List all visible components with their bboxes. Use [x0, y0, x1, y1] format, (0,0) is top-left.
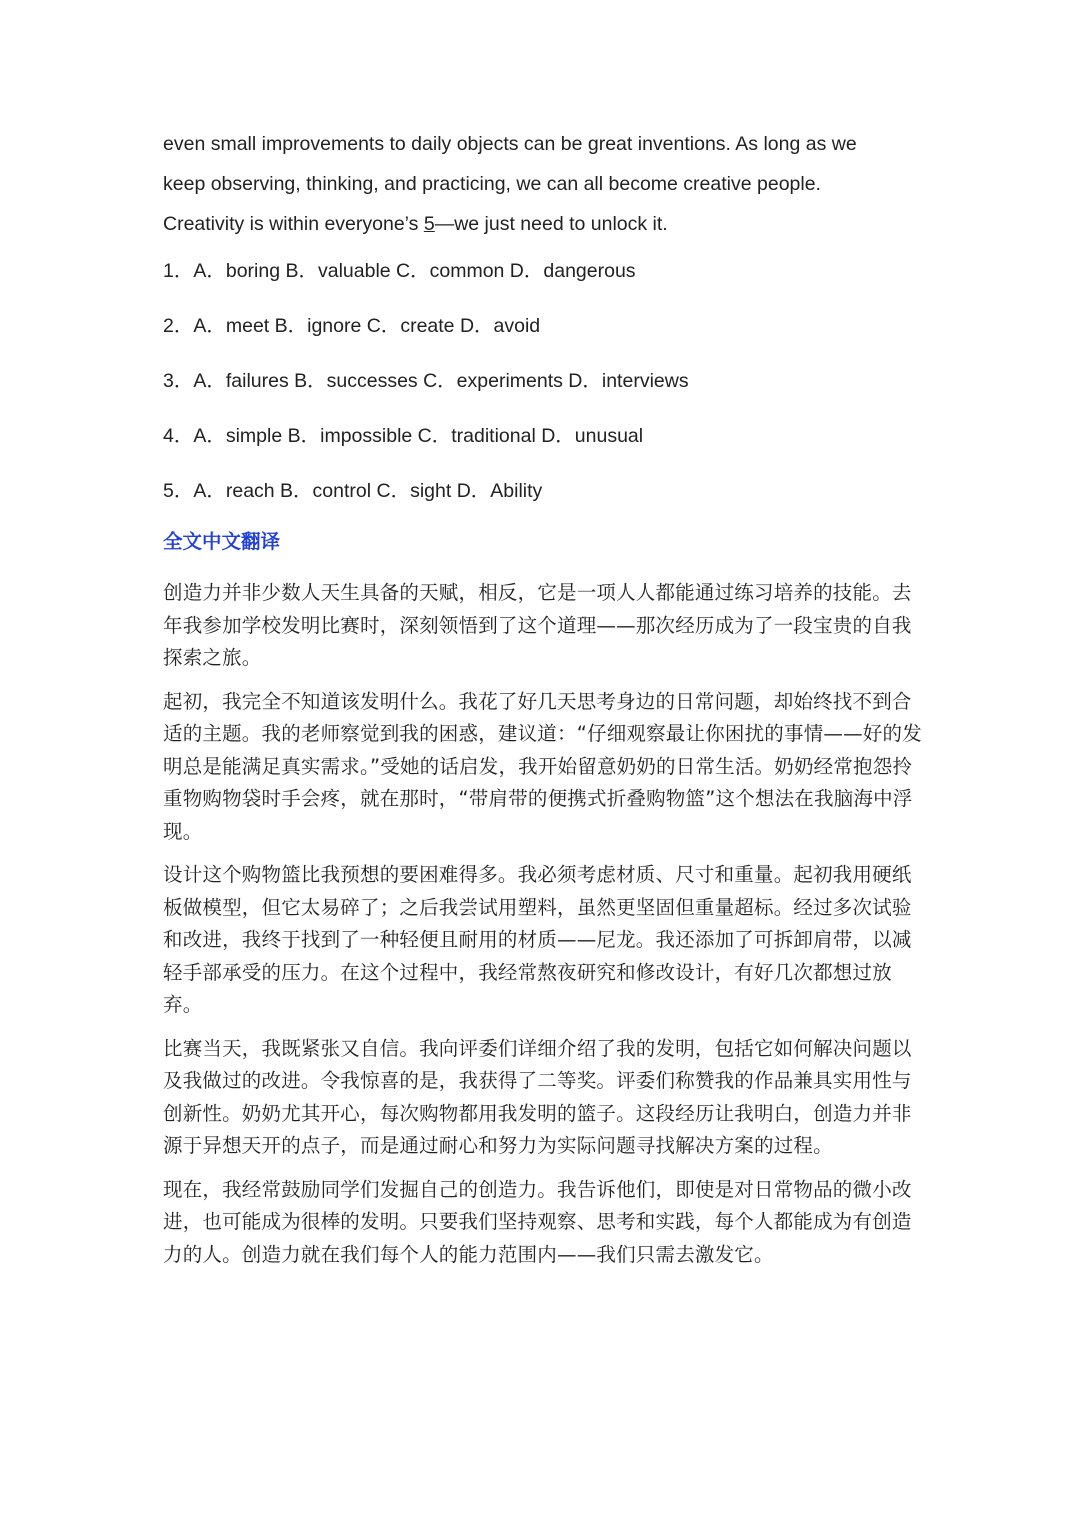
- translation-paragraph-1: 创造力并非少数人天生具备的天赋，相反，它是一项人人都能通过练习培养的技能。去年我参加学校发明比赛时，深刻领悟到了这个道理——那次经历成为了一段宝贵的自我探索之旅。: [163, 581, 912, 669]
- passage-line-3-end: —we just need to unlock it.: [434, 213, 668, 235]
- translation-paragraph-5: 现在，我经常鼓励同学们发掘自己的创造力。我告诉他们，即使是对日常物品的微小改进，也可能成为很棒的发明。只要我们坚持观察、思考和实践，每个人都能成为有创造力的人。创造力就在我们每个人的能力范围内——我们只需去激发它。: [163, 1177, 912, 1266]
- passage-line-1: even small improvements to daily objects can be great inventions. As long as we: [163, 133, 857, 155]
- question-4-options: 4．A．simple B．impossible C．traditional D．unusual: [163, 425, 644, 447]
- question-options-list: [163, 256, 923, 506]
- translation-paragraph-2: 起初，我完全不知道该发明什么。我花了好几天思考身边的日常问题，却始终找不到合适的主题。我的老师察觉到我的困惑，建议道：“仔细观察最让你困扰的事情——好的发明总是能满足真实需求。”受她的话启发，我开始留意奶奶的日常生活。奶奶经常抱怨拎重物购物袋时手会疼，就在那时，“带肩带的便携式折叠购物篮”这个想法在我脑海中浮现。: [163, 689, 922, 843]
- translation-heading: 全文中文翻译: [163, 531, 281, 553]
- question-3-options: 3．A．failures B．successes C．experiments D．interviews: [163, 370, 689, 392]
- passage-line-2: keep observing, thinking, and practicing, we can all become creative people.: [163, 173, 821, 195]
- passage-line-3-start: Creativity is within everyone’s: [163, 213, 424, 235]
- passage-continuation: [163, 124, 923, 244]
- translation-paragraph-4: 比赛当天，我既紧张又自信。我向评委们详细介绍了我的发明，包括它如何解决问题以及我做过的改进。令我惊喜的是，我获得了二等奖。评委们称赞我的作品兼具实用性与创新性。奶奶尤其开心，每次购物都用我发明的篮子。这段经历让我明白，创造力并非源于异想天开的点子，而是通过耐心和努力为实际问题寻找解决方案的过程。: [163, 1036, 912, 1157]
- question-5-options: 5．A．reach B．control C．sight D．Ability: [163, 480, 543, 502]
- blank-number-5: 5: [423, 213, 435, 235]
- translation-paragraph-3: 设计这个购物篮比我预想的要困难得多。我必须考虑材质、尺寸和重量。起初我用硬纸板做模型，但它太易碎了；之后我尝试用塑料，虽然更坚固但重量超标。经过多次试验和改进，我终于找到了一种轻便且耐用的材质——尼龙。我还添加了可拆卸肩带，以减轻手部承受的压力。在这个过程中，我经常熬夜研究和修改设计，有好几次都想过放弃。: [163, 863, 912, 1016]
- question-1-options: 1．A．boring B．valuable C．common D．dangerous: [163, 260, 636, 282]
- question-2-options: 2．A．meet B．ignore C．create D．avoid: [163, 315, 541, 337]
- document-content: [163, 124, 923, 1282]
